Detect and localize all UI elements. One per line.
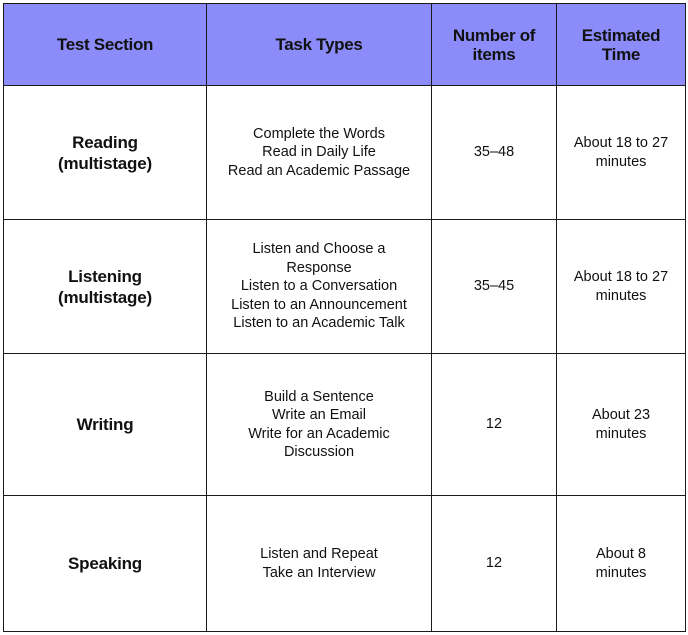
items-cell [432, 220, 557, 354]
header-test-section-text: Test Section [56, 35, 154, 54]
header-items-line: items [472, 44, 516, 64]
task-types-cell [207, 86, 432, 220]
section-cell [4, 354, 207, 496]
time-line: About 8 [596, 546, 646, 562]
task-type-line: Listen and Repeat [260, 546, 378, 562]
items-value: 35–45 [473, 278, 515, 295]
task-type-line: Listen to an Announcement [231, 296, 407, 313]
header-items-line: Number of [452, 25, 536, 45]
task-type-line: Build a Sentence [264, 388, 374, 405]
header-row [4, 4, 686, 86]
time-line: minutes [595, 425, 647, 442]
time-cell [557, 354, 686, 496]
section-cell [4, 496, 207, 632]
header-task-types-text: Task Types [275, 35, 363, 54]
section-cell [4, 220, 207, 354]
time-line: minutes [595, 153, 647, 170]
task-type-line: Listen to a Conversation [240, 278, 398, 295]
table-row-listening [4, 220, 686, 354]
test-sections-table-container [3, 3, 685, 631]
task-type-line: Listen and Choose a [252, 241, 386, 258]
time-line: About 18 to 27 [573, 135, 669, 151]
time-line: About 18 to 27 [573, 269, 669, 285]
section-cell [4, 86, 207, 220]
header-number-of-items [432, 4, 557, 86]
task-type-line: Write for an Academic [248, 425, 390, 442]
task-types-cell [207, 496, 432, 632]
items-cell [432, 354, 557, 496]
test-sections-table [3, 3, 686, 632]
task-type-line: Discussion [283, 444, 355, 460]
section-name-line: Writing [76, 415, 134, 434]
section-name-line: (multistage) [58, 287, 152, 307]
items-value: 12 [485, 555, 503, 572]
table-row-speaking [4, 496, 686, 632]
time-cell [557, 86, 686, 220]
section-name-line: Speaking [68, 554, 142, 573]
task-type-line: Complete the Words [253, 125, 385, 142]
header-time-line: Estimated [581, 25, 661, 45]
header-estimated-time [557, 4, 686, 86]
items-value: 35–48 [473, 144, 515, 161]
task-type-line: Response [286, 259, 352, 276]
table-row-reading [4, 86, 686, 220]
section-name-line: Listening [68, 266, 142, 286]
task-types-cell [207, 220, 432, 354]
task-type-line: Read in Daily Life [262, 144, 376, 161]
header-task-types [207, 4, 432, 86]
time-line: minutes [595, 564, 647, 581]
time-cell [557, 220, 686, 354]
time-cell [557, 496, 686, 632]
task-type-line: Take an Interview [262, 564, 376, 581]
items-cell [432, 86, 557, 220]
task-type-line: Listen to an Academic Talk [233, 315, 405, 332]
task-types-cell [207, 354, 432, 496]
table-row-writing [4, 354, 686, 496]
items-cell [432, 496, 557, 632]
task-type-line: Write an Email [271, 407, 366, 423]
items-value: 12 [485, 416, 503, 433]
time-line: About 23 [591, 407, 651, 423]
time-line: minutes [595, 287, 647, 304]
section-name-line: (multistage) [58, 153, 152, 173]
task-type-line: Read an Academic Passage [227, 162, 411, 179]
header-time-line: Time [601, 44, 641, 64]
header-test-section [4, 4, 207, 86]
section-name-line: Reading [72, 132, 138, 152]
